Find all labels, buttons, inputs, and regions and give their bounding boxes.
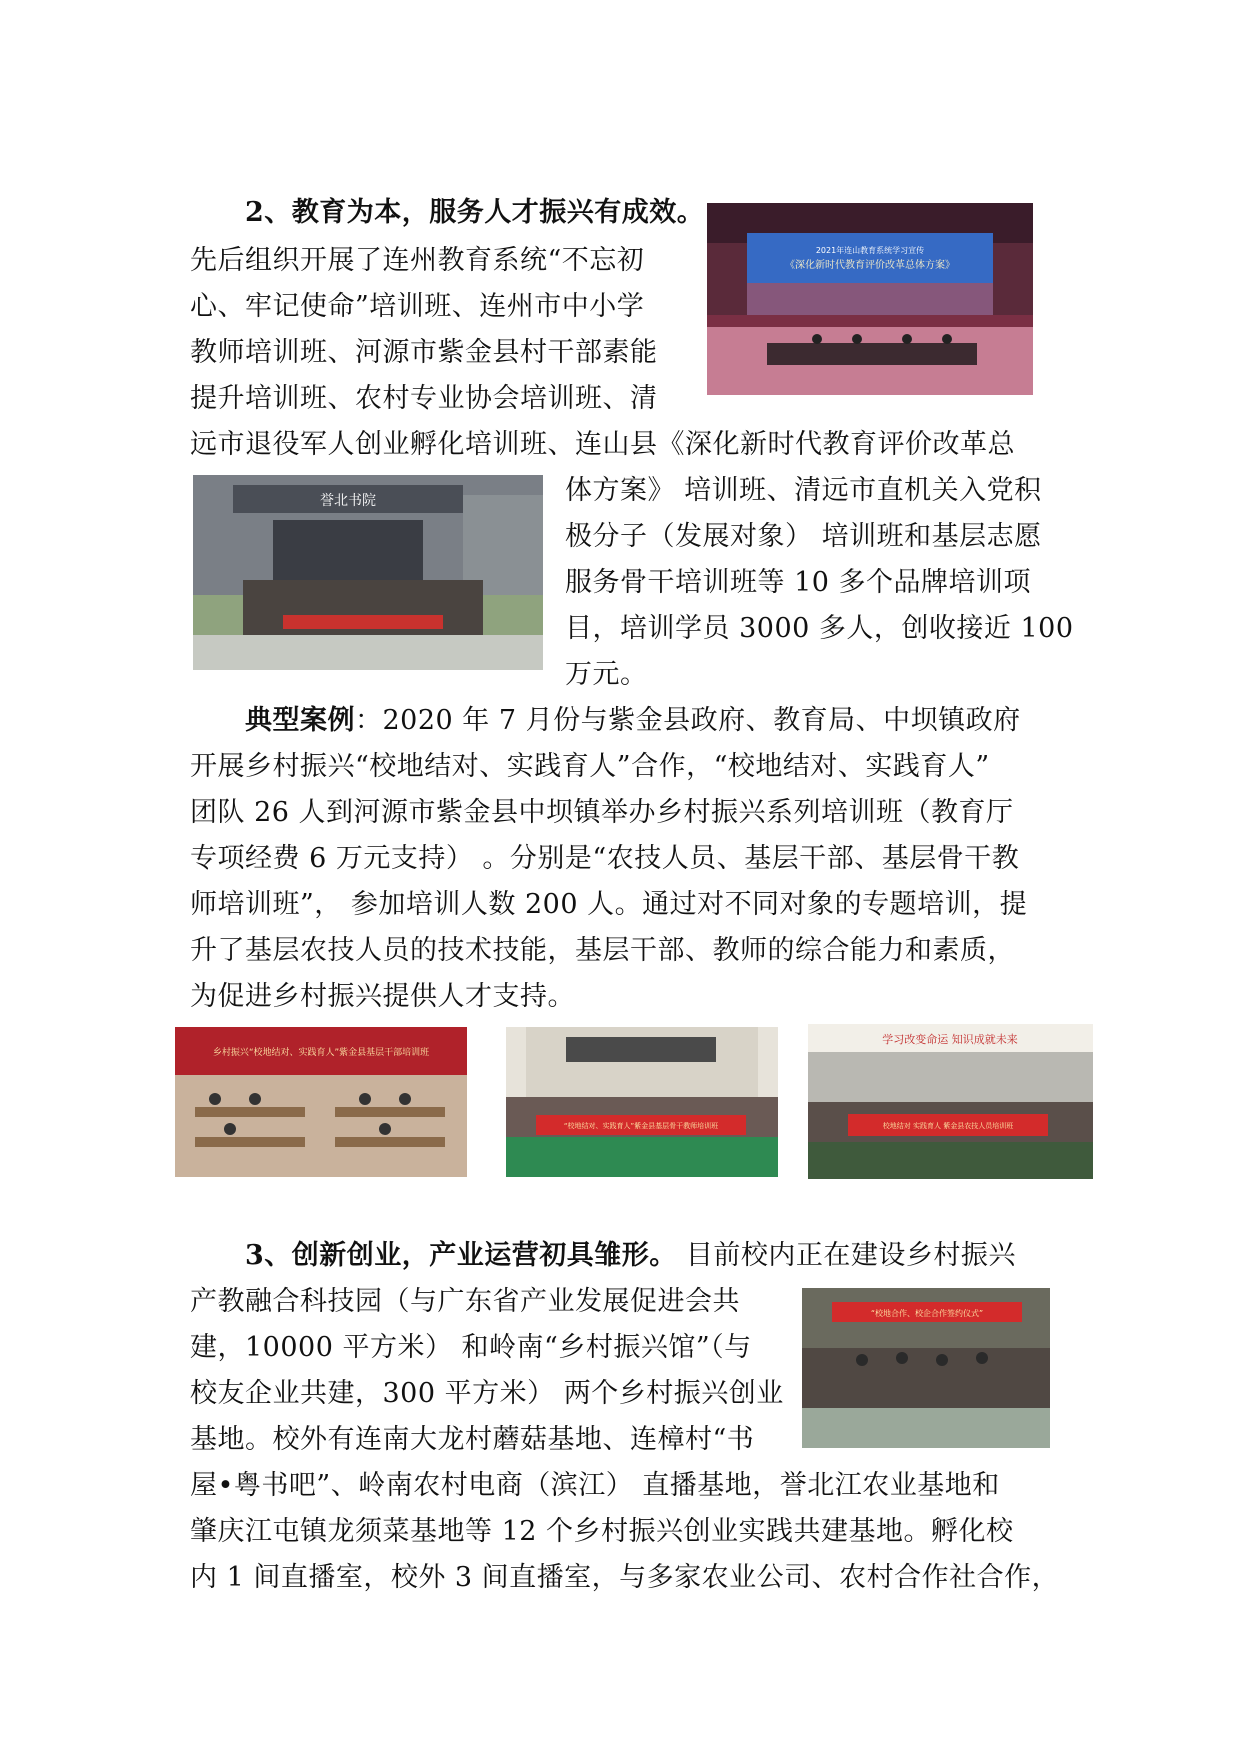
building-sign: 誉北书院 [320, 493, 376, 509]
section2-line: 万元。 [565, 659, 648, 690]
building-group-photo [193, 475, 543, 670]
section2-line: 心、牢记使命”培训班、连州市中小学 [190, 291, 645, 322]
section3-line: 屋•粤书吧”、岭南农村电商（滨江） 直播基地，誉北江农业基地和 [190, 1470, 1000, 1501]
group-training-photo-2 [506, 1027, 778, 1177]
section2-line: 目，培训学员 3000 多人，创收接近 100 [565, 613, 1074, 644]
section2-line: 先后组织开展了连州教育系统“不忘初 [190, 245, 645, 276]
section3-first-line [245, 1233, 1016, 1279]
section2-line: 教师培训班、河源市紫金县村干部素能 [190, 337, 658, 368]
conference-stage-photo [707, 203, 1033, 395]
group2-banner: “校地结对、实践育人”紫金县基层骨干教师培训班 [563, 1122, 719, 1130]
case-first-text: ：2020 年 7 月份与紫金县政府、教育局、中坝镇政府 [355, 705, 1021, 736]
section3-heading: 3、创新创业，产业运营初具雏形。 [245, 1240, 677, 1271]
section3-line: 建，10000 平方米） 和岭南“乡村振兴馆”（与 [190, 1332, 752, 1363]
case-line: 师培训班”， 参加培训人数 200 人。通过对不同对象的专题培训，提 [190, 889, 1028, 920]
case-label: 典型案例 [245, 705, 355, 736]
section2-line: 服务骨干培训班等 10 多个品牌培训项 [565, 567, 1032, 598]
stage-banner-main: 《深化新时代教育评价改革总体方案》 [785, 260, 955, 271]
group3-sign: 学习改变命运 知识成就未来 [882, 1033, 1018, 1046]
section3-line: 基地。校外有连南大龙村蘑菇基地、连樟村“书 [190, 1424, 755, 1455]
section3-line: 校友企业共建，300 平方米） 两个乡村振兴创业 [190, 1378, 784, 1409]
section2-line: 极分子（发展对象） 培训班和基层志愿 [565, 521, 1042, 552]
classroom-training-photo [175, 1027, 467, 1177]
case-line: 团队 26 人到河源市紫金县中坝镇举办乡村振兴系列培训班（教育厅 [190, 797, 1014, 828]
section2-line: 远市退役军人创业孵化培训班、连山县《深化新时代教育评价改革总 [190, 429, 1015, 460]
section3-line: 内 1 间直播室，校外 3 间直播室，与多家农业公司、农村合作社合作， [190, 1562, 1060, 1593]
signing-ceremony-photo [802, 1288, 1050, 1448]
case-line: 为促进乡村振兴提供人才支持。 [190, 981, 575, 1012]
classroom-banner: 乡村振兴“校地结对、实践育人”紫金县基层干部培训班 [212, 1048, 430, 1058]
case-line: 开展乡村振兴“校地结对、实践育人”合作，“校地结对、实践育人” [190, 751, 990, 782]
section2-heading: 2、教育为本，服务人才振兴有成效。 [245, 197, 705, 228]
case-line: 专项经费 6 万元支持） 。分别是“农技人员、基层干部、基层骨干教 [190, 843, 1020, 874]
section3-line: 肇庆江屯镇龙须菜基地等 12 个乡村振兴创业实践共建基地。孵化校 [190, 1516, 1014, 1547]
section3-first-tail: 目前校内正在建设乡村振兴 [676, 1240, 1016, 1271]
section2-line: 体方案》 培训班、清远市直机关入党积 [565, 475, 1042, 506]
section3-line: 产教融合科技园（与广东省产业发展促进会共 [190, 1286, 740, 1317]
group3-banner: 校地结对 实践育人 紫金县农技人员培训班 [882, 1122, 1014, 1130]
stage-banner-title: 2021年连山教育系统学习宣传 [815, 246, 925, 255]
section2-line: 提升培训班、农村专业协会培训班、清 [190, 383, 658, 414]
case-paragraph-first [245, 698, 1021, 744]
signing-banner: “校地合作、校企合作签约仪式” [870, 1309, 984, 1318]
group-training-photo-3 [808, 1024, 1093, 1179]
case-line: 升了基层农技人员的技术技能，基层干部、教师的综合能力和素质， [190, 935, 1015, 966]
